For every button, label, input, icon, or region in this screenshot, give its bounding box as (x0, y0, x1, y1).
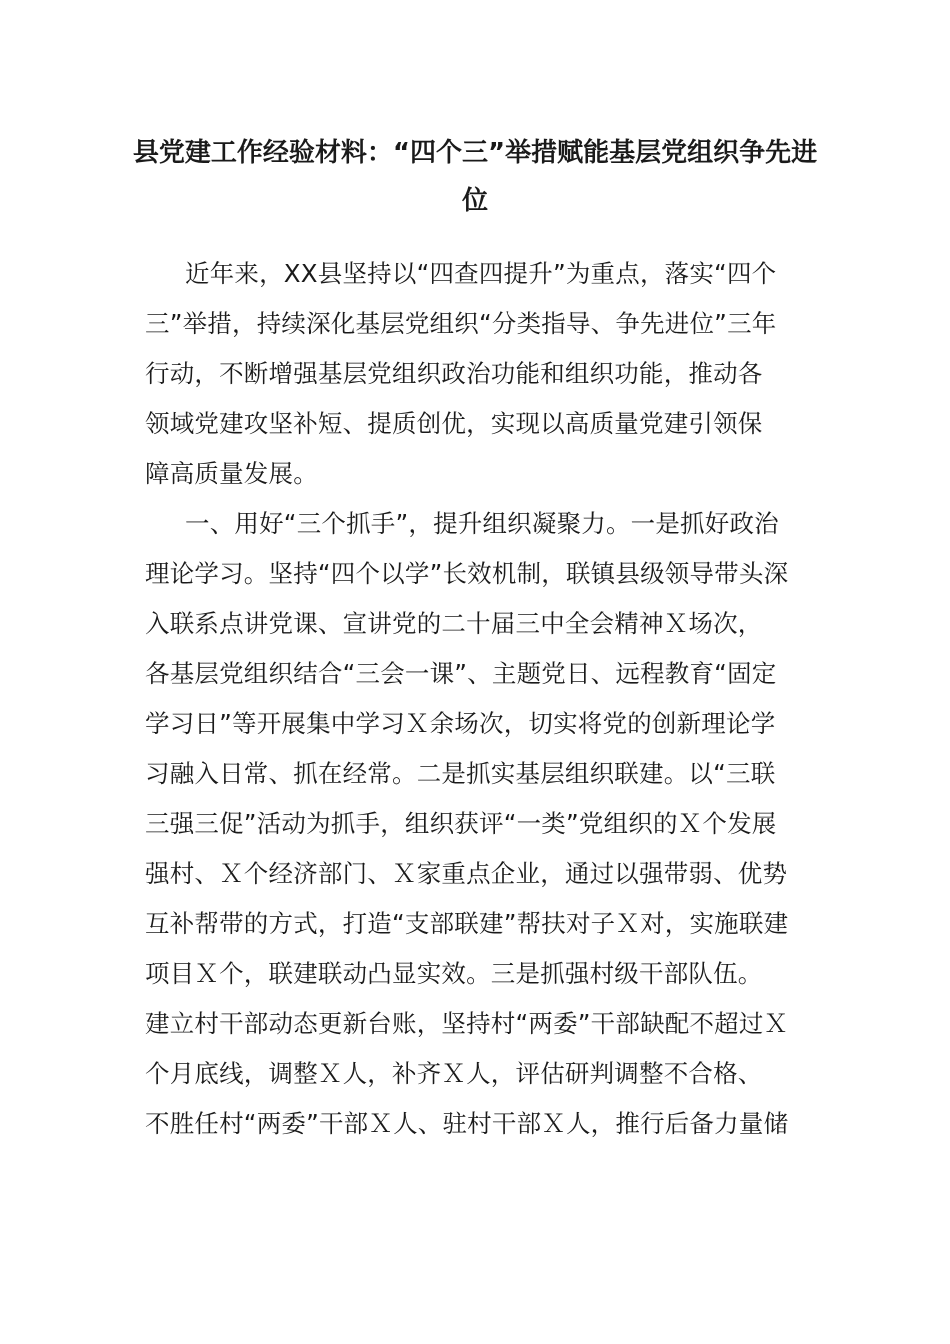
body-line-6: 一、用好“三个抓手”，提升组织凝聚力。一是抓好政治 (185, 509, 779, 538)
body-line-2: 三”举措，持续深化基层党组织“分类指导、争先进位”三年 (145, 309, 777, 338)
body-line-10: 学习日”等开展集中学习Ｘ余场次，切实将党的创新理论学 (145, 709, 776, 738)
body-line-18: 不胜任村“两委”干部Ｘ人、驻村干部Ｘ人，推行后备力量储 (145, 1109, 789, 1138)
body-line-13: 强村、Ｘ个经济部门、Ｘ家重点企业，通过以强带弱、优势 (145, 859, 788, 888)
body-line-12: 三强三促”活动为抓手，组织获评“一类”党组织的Ｘ个发展 (145, 809, 777, 838)
document-title-line-2: 位 (461, 186, 488, 216)
body-line-17: 个月底线，调整Ｘ人，补齐Ｘ人，评估研判调整不合格、 (145, 1059, 763, 1088)
body-line-4: 领域党建攻坚补短、提质创优，实现以高质量党建引领保 (145, 409, 763, 438)
body-line-11: 习融入日常、抓在经常。二是抓实基层组织联建。以“三联 (145, 759, 776, 788)
body-line-16: 建立村干部动态更新台账，坚持村“两委”干部缺配不超过Ｘ (145, 1009, 789, 1038)
body-line-15: 项目Ｘ个，联建联动凸显实效。三是抓强村级干部队伍。 (145, 959, 763, 988)
body-line-9: 各基层党组织结合“三会一课”、主题党日、远程教育“固定 (145, 659, 777, 688)
body-line-1: 近年来，XX县坚持以“四查四提升”为重点，落实“四个 (185, 259, 777, 288)
body-line-3: 行动，不断增强基层党组织政治功能和组织功能，推动各 (145, 359, 763, 388)
document-title-line-1: 县党建工作经验材料：“四个三”举措赋能基层党组织争先进 (132, 138, 818, 168)
body-line-5: 障高质量发展。 (145, 459, 318, 488)
body-line-14: 互补帮带的方式，打造“支部联建”帮扶对子Ｘ对，实施联建 (145, 909, 789, 938)
body-line-7: 理论学习。坚持“四个以学”长效机制，联镇县级领导带头深 (145, 559, 789, 588)
body-line-8: 入联系点讲党课、宣讲党的二十届三中全会精神Ｘ场次， (145, 609, 763, 638)
